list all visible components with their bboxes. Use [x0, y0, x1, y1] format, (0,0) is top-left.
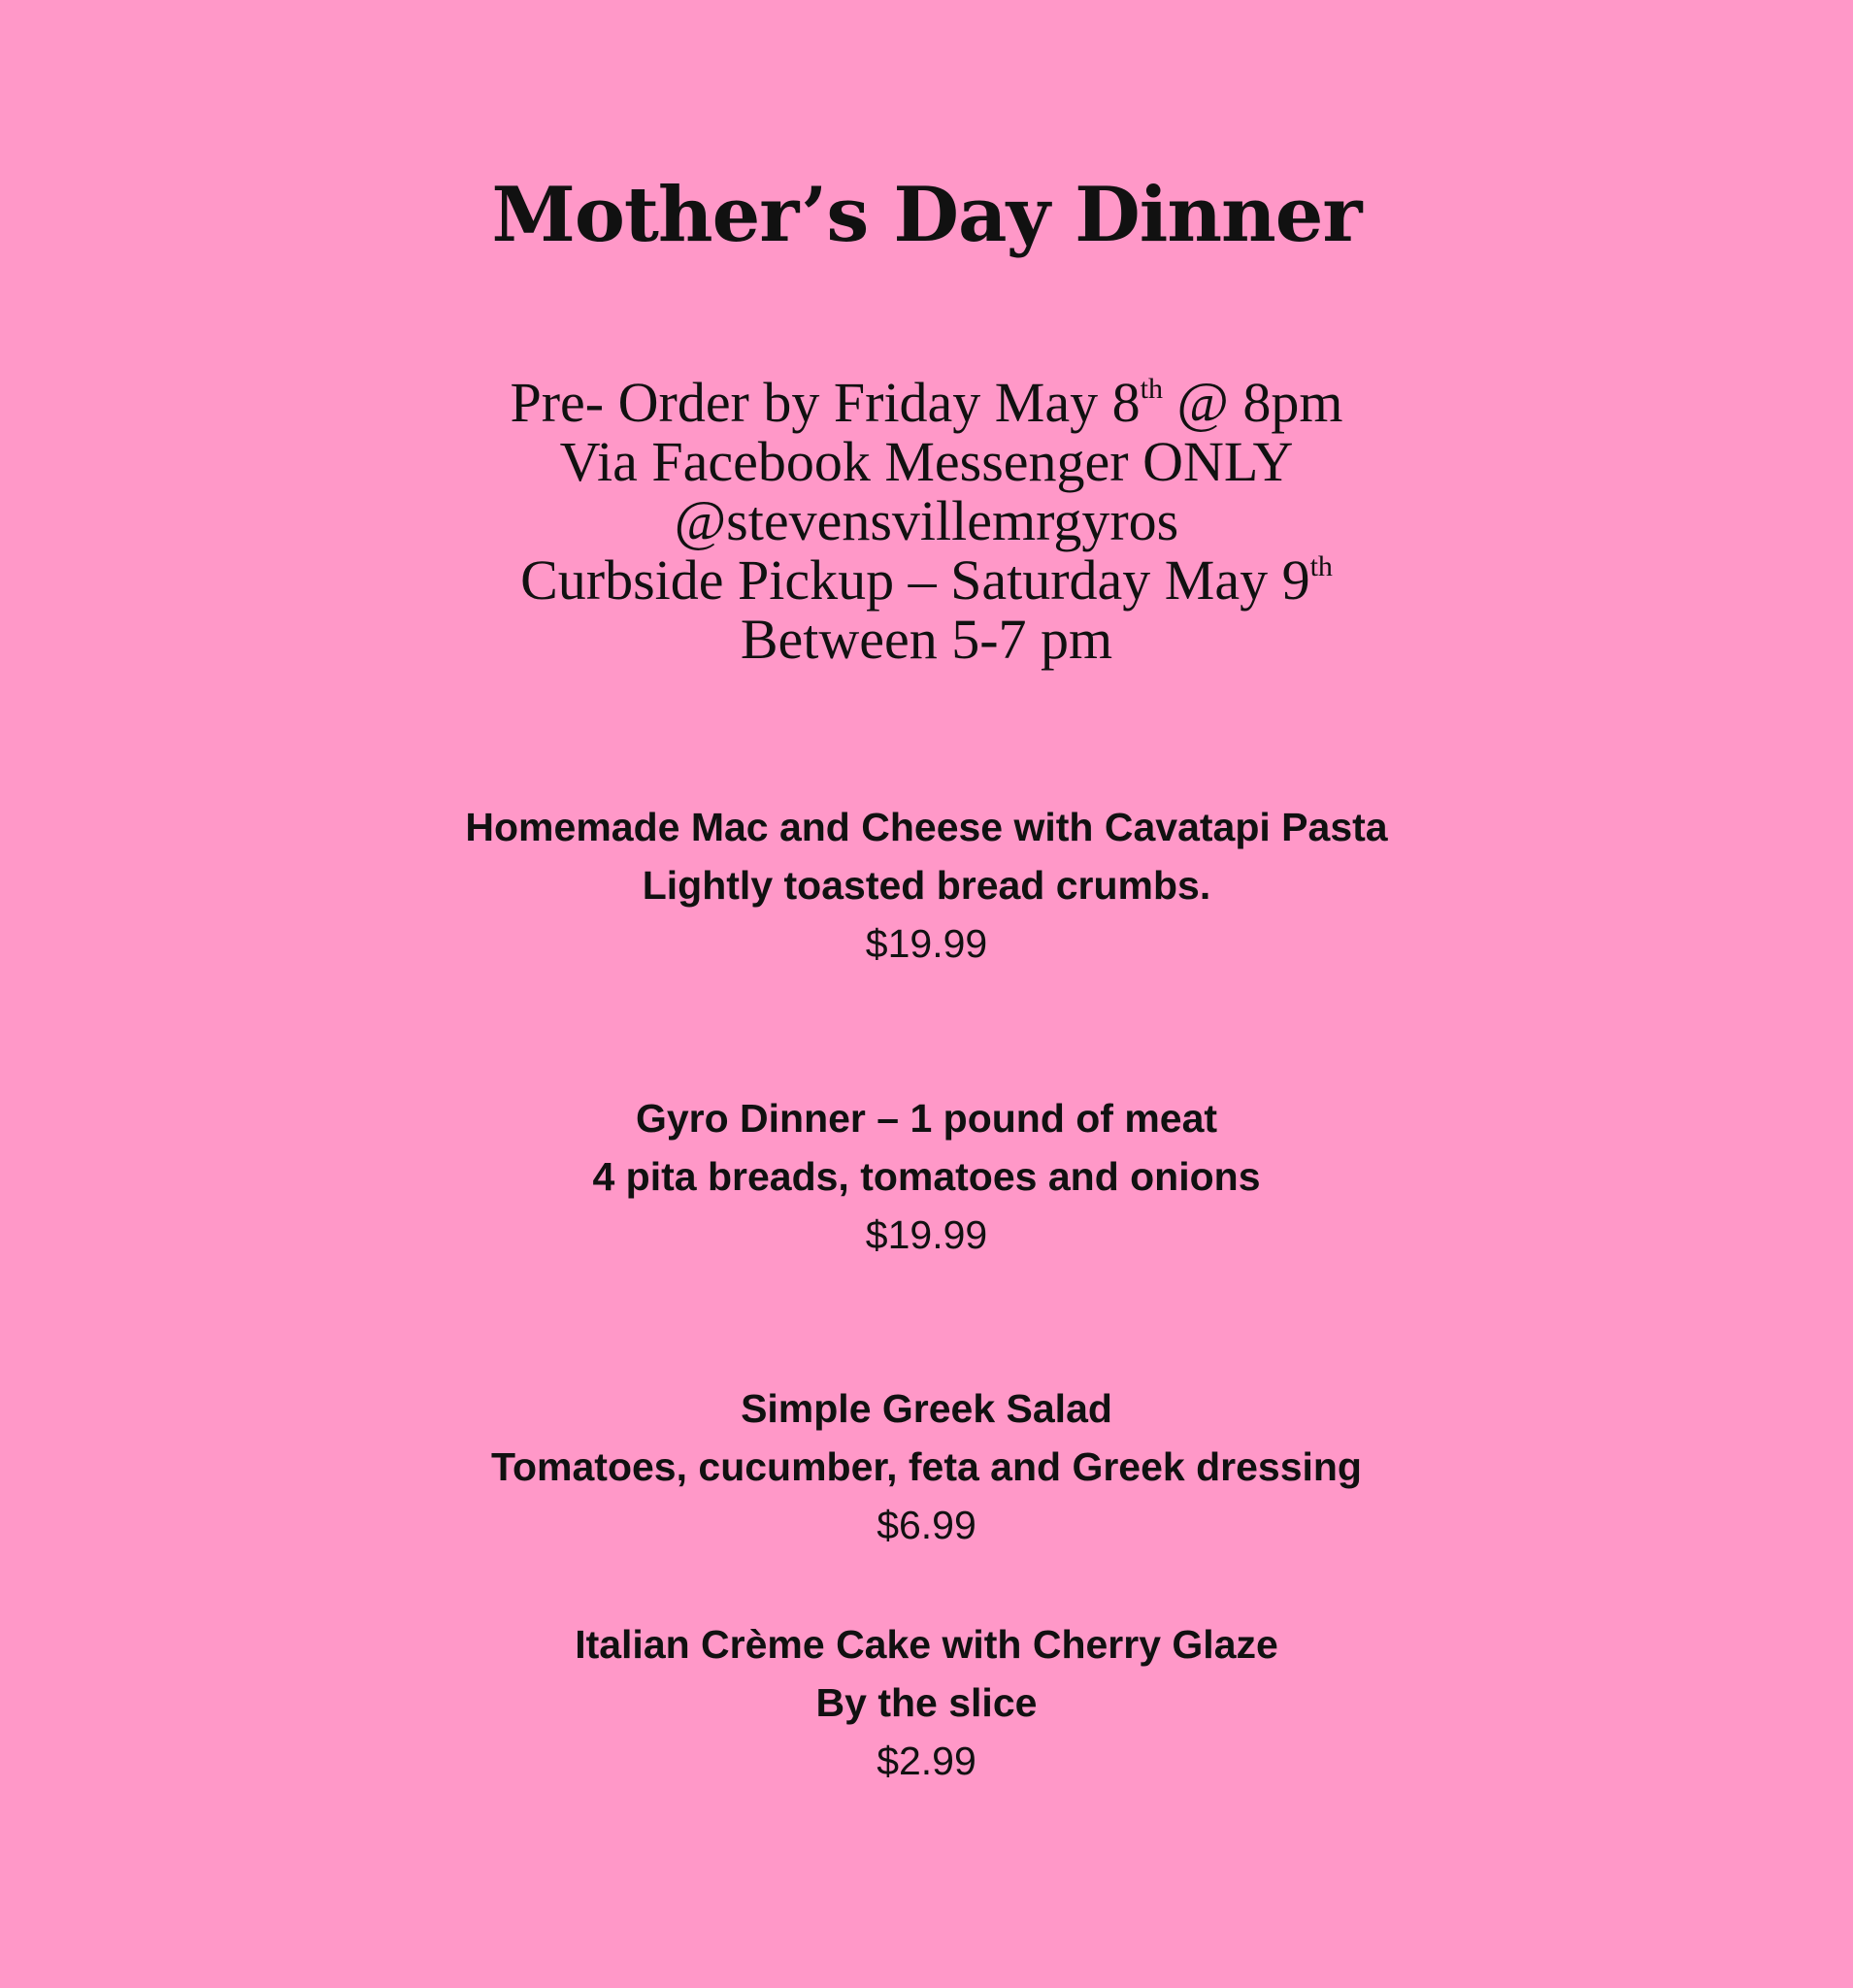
pickup-line	[0, 550, 1853, 610]
via-line: Via Facebook Messenger ONLY	[559, 430, 1294, 493]
menu-item-gyro-dinner	[0, 1089, 1853, 1264]
menu-item-price: $19.99	[865, 1212, 988, 1257]
menu-item-description: 4 pita breads, tomatoes and onions	[592, 1154, 1261, 1199]
menu-item-name: Italian Crème Cake with Cherry Glaze	[575, 1622, 1278, 1667]
menu-item-price: $2.99	[877, 1739, 976, 1783]
facebook-handle: @stevensvillemrgyros	[674, 489, 1179, 552]
preorder-ordinal: th	[1140, 373, 1163, 405]
pickup-time: Between 5-7 pm	[740, 608, 1113, 671]
preorder-text: Pre- Order by Friday May 8	[510, 371, 1141, 434]
order-info	[0, 373, 1853, 669]
menu-item-price: $6.99	[877, 1503, 976, 1547]
menu-item-description: Tomatoes, cucumber, feta and Greek dressing	[491, 1444, 1362, 1489]
preorder-time: @ 8pm	[1162, 371, 1343, 434]
menu-item-mac-and-cheese	[0, 798, 1853, 973]
preorder-line	[0, 373, 1853, 432]
menu-item-creme-cake	[0, 1615, 1853, 1790]
menu-item-price: $19.99	[865, 921, 988, 966]
menu-item-name: Simple Greek Salad	[741, 1386, 1112, 1431]
pickup-ordinal: th	[1309, 550, 1333, 582]
menu-item-greek-salad	[0, 1379, 1853, 1554]
menu-item-description: Lightly toasted bread crumbs.	[642, 863, 1211, 908]
menu-item-name: Gyro Dinner – 1 pound of meat	[635, 1096, 1218, 1141]
menu-item-name: Homemade Mac and Cheese with Cavatapi Pasta	[465, 805, 1388, 849]
menu-item-description: By the slice	[815, 1680, 1038, 1725]
pickup-text: Curbside Pickup – Saturday May 9	[520, 548, 1310, 612]
flyer-title: Mother’s Day Dinner	[491, 171, 1362, 259]
